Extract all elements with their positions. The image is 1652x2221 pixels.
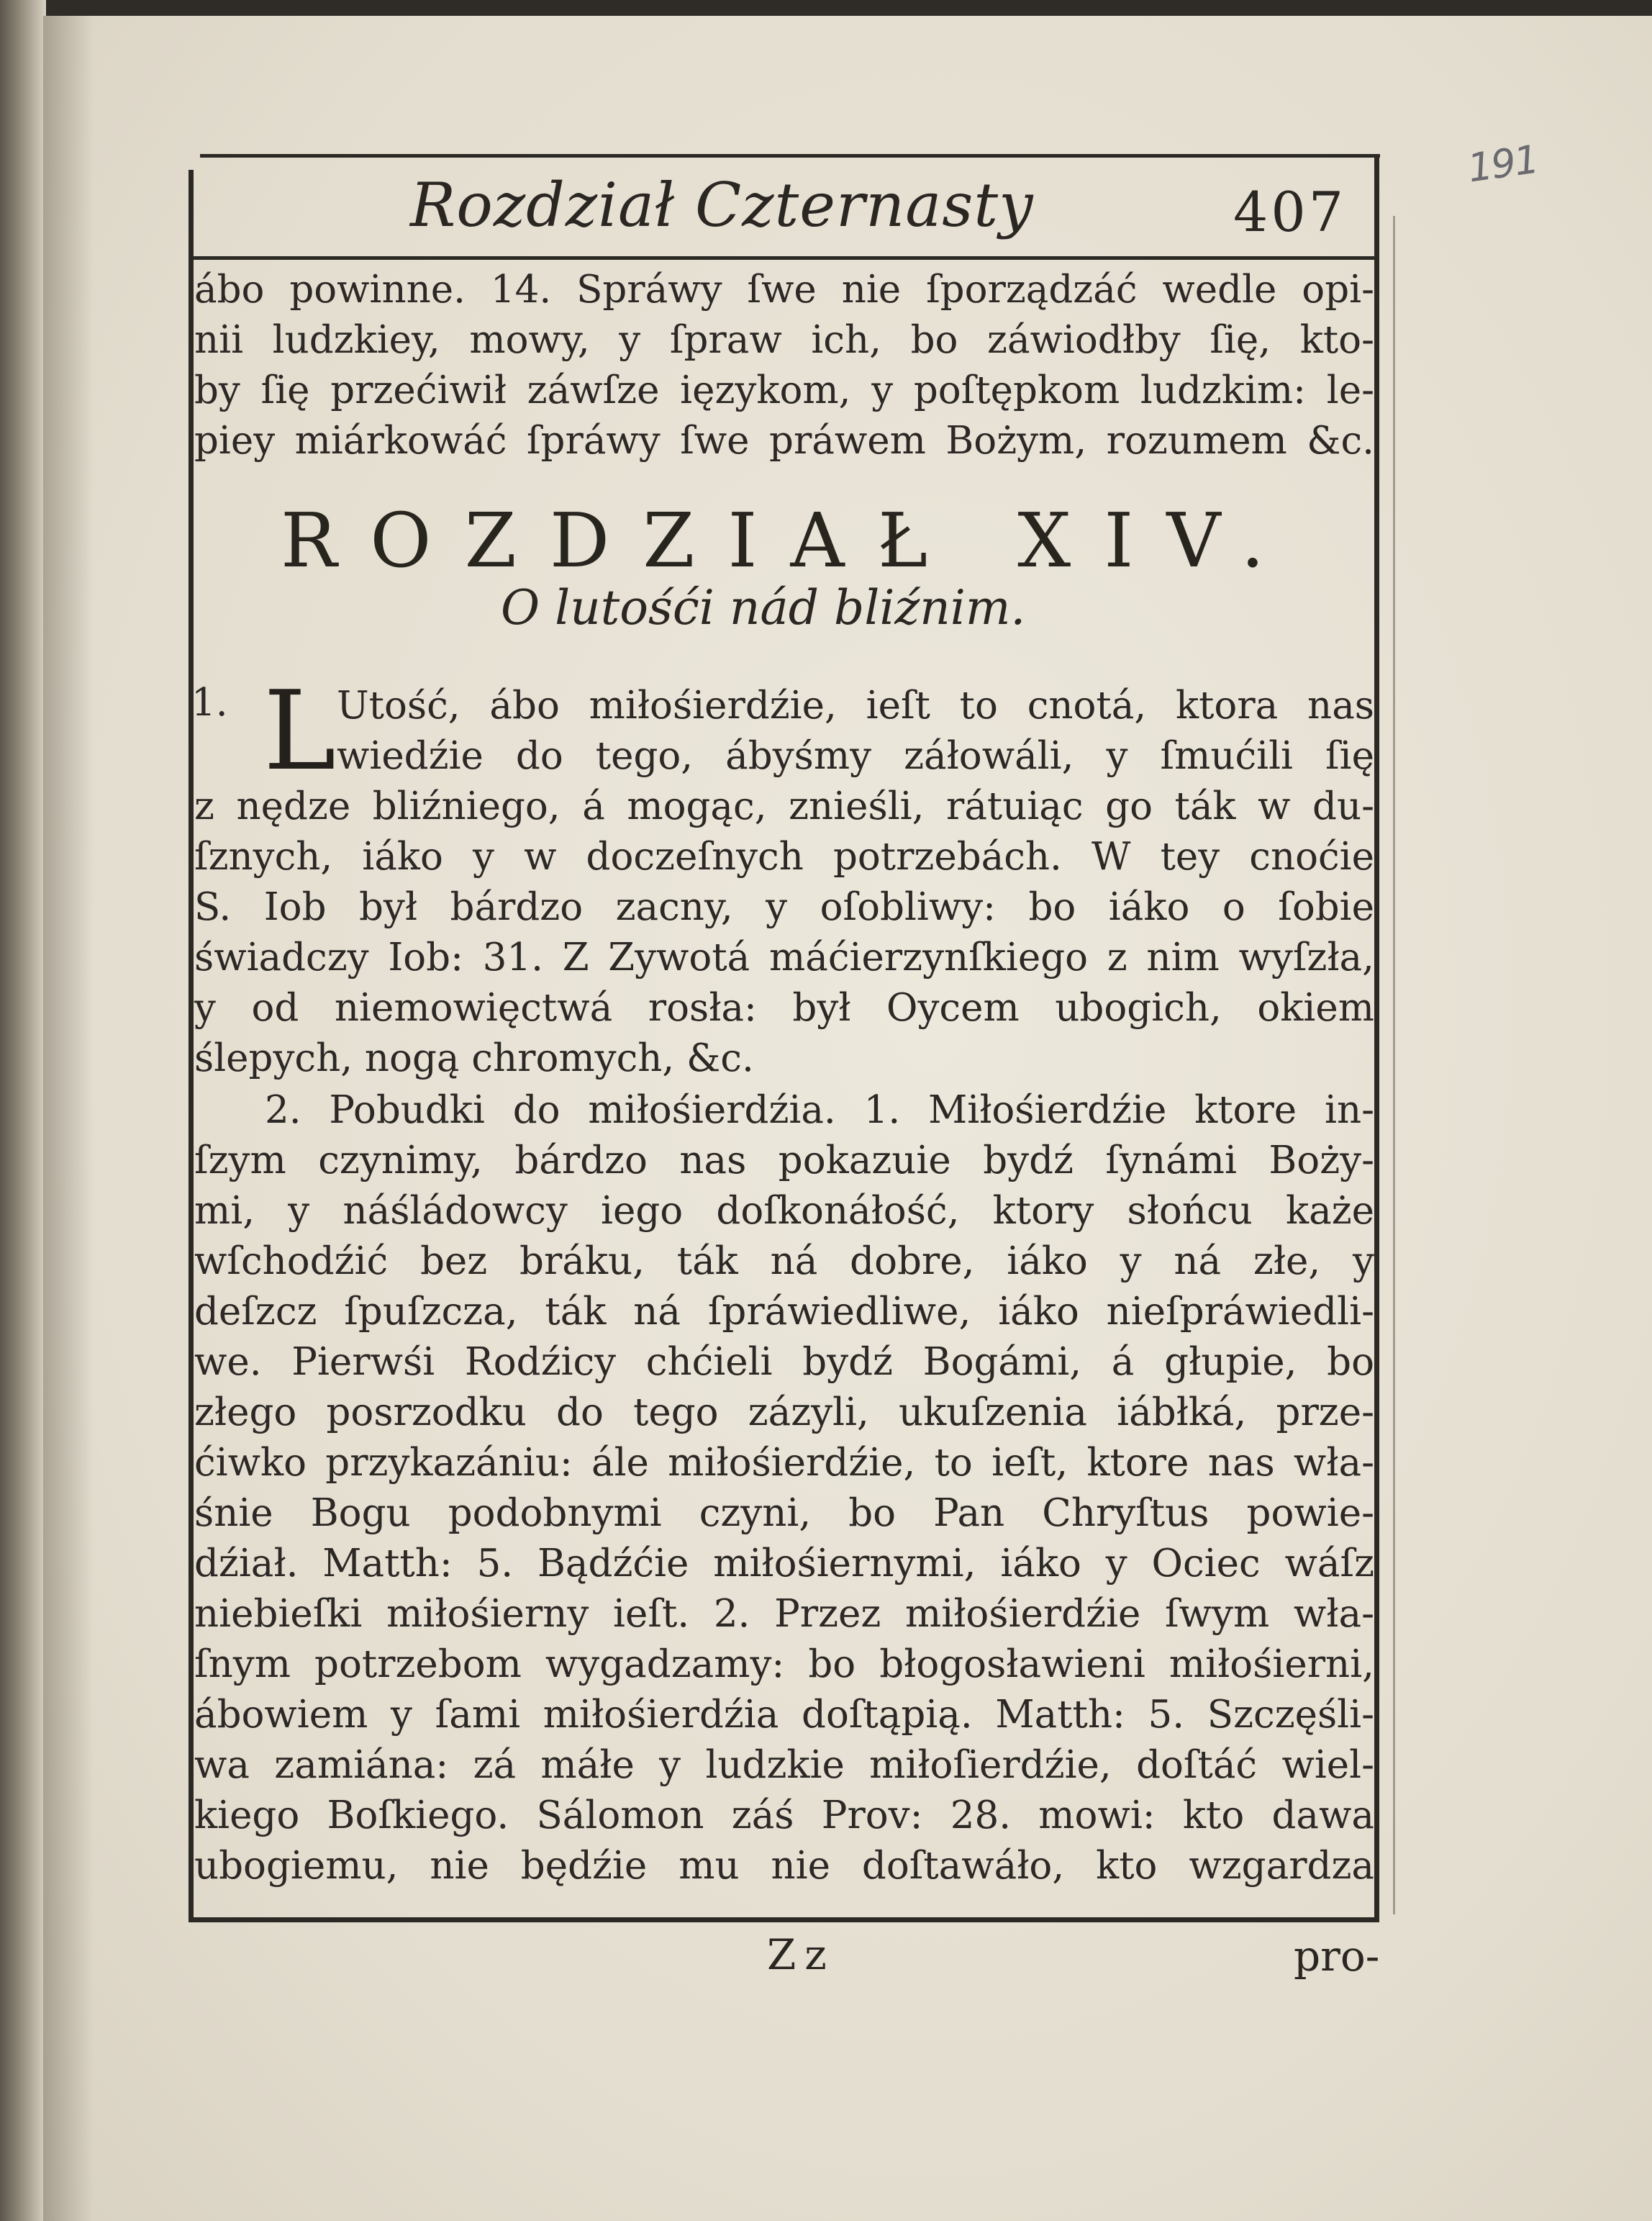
text-line: świadczy Iob: 31. Z Zywotá máćierzynſkiego z nim wyſzła, — [194, 936, 1374, 980]
text-line: złego posrzodku do tego zázyli, ukuſzenia iábłká, prze- — [194, 1390, 1374, 1434]
top-paragraph — [194, 265, 1374, 466]
text-line: śnie Bogu podobnymi czyni, bo Pan Chryſtus powie- — [194, 1491, 1374, 1535]
text-line: wiedźie do tego, ábyśmy záłowáli, y ſmućili ſię — [337, 734, 1374, 778]
drop-cap-initial: L — [263, 667, 336, 795]
text-line: Utość, ábo miłośierdźie, ieſt to cnotá, ktora nas — [337, 684, 1374, 728]
text-line: ubogiemu, nie będźie mu nie doſtawáło, kto wzgardza — [194, 1844, 1374, 1888]
frame-top-rule — [200, 154, 1380, 158]
signature-mark: Zz — [767, 1930, 835, 1979]
text-line: deſzcz ſpuſzcza, ták ná ſpráwiedliwe, iáko nieſpráwiedli- — [194, 1290, 1374, 1334]
text-line: z nędze bliźniego, á mogąc, znieśli, rátuiąc go ták w du- — [194, 784, 1374, 828]
text-line: ſzym czynimy, bárdzo nas pokazuie bydź ſynámi Boży- — [194, 1139, 1374, 1182]
frame-right-outer-rule — [1393, 216, 1395, 1914]
text-line: ſznych, iáko y w doczeſnych potrzebách. W tey cnoćie — [194, 835, 1374, 879]
text-line: ábo powinne. 14. Spráwy ſwe nie ſporządzáć wedle opi- — [194, 268, 1374, 312]
text-line: dźiał. Matth: 5. Bądźćie miłośiernymi, iáko y Ociec wáſz — [194, 1542, 1374, 1586]
catchword: pro- — [1294, 1932, 1380, 1981]
text-line: ſnym potrzebom wygadzamy: bo błogosławieni miłośierni, — [194, 1642, 1374, 1686]
header-rule — [189, 256, 1379, 260]
frame-bottom-rule — [189, 1917, 1379, 1922]
section-number: 1. — [191, 681, 228, 725]
text-line: niebieſki miłośierny ieſt. 2. Przez miłośierdźie ſwym wła- — [194, 1592, 1374, 1636]
text-line: piey miárkowáć ſpráwy ſwe práwem Bożym, rozumem &c. — [194, 419, 1374, 463]
text-line: kiego Boſkiego. Sálomon záś Prov: 28. mowi: kto dawa — [194, 1793, 1374, 1837]
text-line: by ſię przećiwił záwſze ięzykom, y poſtępkom ludzkim: le- — [194, 368, 1374, 412]
text-line: ślepych, nogą chromych, &c. — [194, 1036, 754, 1080]
frame-right-rule — [1374, 155, 1379, 1922]
text-line: ábowiem y ſami miłośierdźia doſtąpią. Matth: 5. Szczęśli- — [194, 1693, 1374, 1737]
page-number: 407 — [1233, 180, 1347, 244]
text-line: 2. Pobudki do miłośierdźia. 1. Miłośierdźie ktore in- — [265, 1088, 1374, 1132]
section-2-paragraph — [194, 1085, 1374, 1891]
section-1-paragraph — [194, 681, 1374, 1084]
chapter-heading: ROZDZIAŁ XIV. — [281, 497, 1298, 584]
running-title: Rozdział Czternasty — [410, 170, 1034, 240]
manuscript-page-number: 191 — [1465, 136, 1540, 191]
text-line: mi, y náśládowcy iego doſkonáłość, ktory słońcu każe — [194, 1189, 1374, 1233]
text-line: wſchodźić bez bráku, ták ná dobre, iáko y ná złe, y — [194, 1239, 1374, 1283]
text-line: we. Pierwśi Rodźicy chćieli bydź Bogámi, á głupie, bo — [194, 1340, 1374, 1384]
text-line: wa zamiána: zá máłe y ludzkie miłoſierdźie, doſtáć wiel- — [194, 1743, 1374, 1787]
text-line: S. Iob był bárdzo zacny, y oſobliwy: bo iáko o ſobie — [194, 885, 1374, 929]
chapter-subtitle: O lutośći nád bliźnim. — [501, 580, 1026, 635]
text-line: y od niemowięctwá rosła: był Oycem ubogich, okiem — [194, 986, 1374, 1030]
facing-page-edge — [0, 0, 46, 2221]
text-line: ćiwko przykazániu: ále miłośierdźie, to ieſt, ktore nas wła- — [194, 1441, 1374, 1485]
frame-left-rule — [189, 170, 194, 1922]
gutter-shadow — [43, 16, 94, 2221]
text-line: nii ludzkiey, mowy, y ſpraw ich, bo záwiodłby ſię, kto- — [194, 318, 1374, 362]
